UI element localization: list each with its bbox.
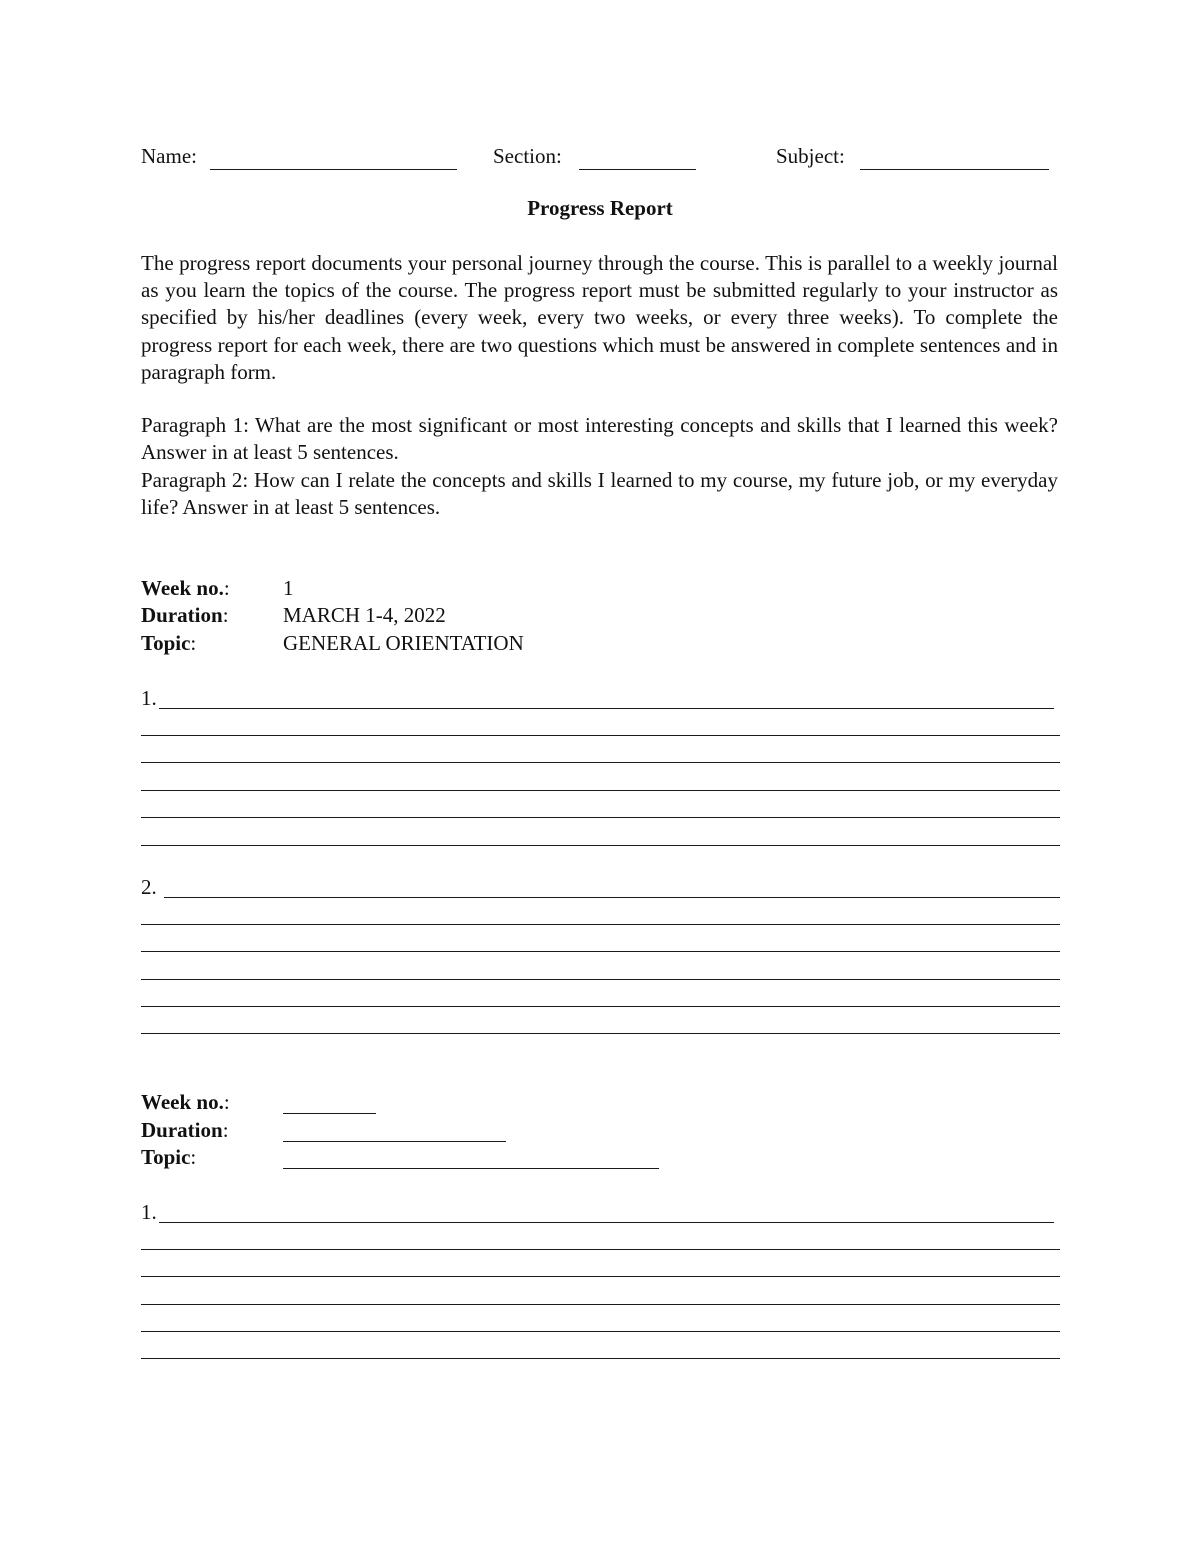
intro-paragraph: The progress report documents your personal journey through the course. This is parallel to a weekly journal as you learn the topics of the course. The progress report must be submitted regularly to your instructor as specified by his/her deadlines (every week, every two weeks, or every three weeks). To complete the progress report for each week, there are two questions which must be answered in complete sentences and in paragraph form. [141,251,1058,384]
week2-duration-label: Duration: [141,1118,229,1142]
page-title: Progress Report [527,196,673,220]
week1-q2-answer-line[interactable] [141,1006,1060,1007]
instruction-paragraph-1: Paragraph 1: What are the most significant or most interesting concepts and skills that I learned this week? Answer in at least 5 sentences. [141,413,1058,465]
week1-topic-value: GENERAL ORIENTATION [283,631,524,655]
instruction-paragraph-2: Paragraph 2: How can I relate the concepts and skills I learned to my course, my future job, or my everyday life? Answer in at least 5 sentences. [141,468,1058,520]
week1-q2-answer-line[interactable] [141,979,1060,980]
week2-q1-answer-line[interactable] [141,1304,1060,1305]
week1-q1-answer-line[interactable] [141,790,1060,791]
week1-q1-answer-line[interactable] [141,817,1060,818]
week1-q2-answer-line[interactable] [141,924,1060,925]
week1-q1-answer-line[interactable] [141,845,1060,846]
week2-q1-answer-line[interactable] [141,1249,1060,1250]
week1-q1-answer-line[interactable] [141,735,1060,736]
week1-q2-number: 2. [141,875,157,899]
week1-q1-answer-line[interactable] [141,762,1060,763]
week2-topic-blank-line[interactable] [283,1168,659,1169]
week1-q1-answer-line[interactable] [159,708,1054,709]
section-blank-line[interactable] [579,169,696,170]
week1-week-label: Week no.: [141,576,230,600]
week2-q1-answer-line[interactable] [159,1222,1054,1223]
week2-q1-answer-line[interactable] [141,1276,1060,1277]
week2-week-label: Week no.: [141,1090,230,1114]
week1-q2-answer-line[interactable] [141,951,1060,952]
week2-duration-blank-line[interactable] [283,1141,506,1142]
week2-q1-answer-line[interactable] [141,1358,1060,1359]
name-blank-line[interactable] [210,169,457,170]
week2-week-blank-line[interactable] [283,1113,376,1114]
week1-q2-answer-line[interactable] [164,897,1060,898]
week1-duration-value: MARCH 1-4, 2022 [283,603,446,627]
week1-week-value: 1 [283,576,294,600]
week1-q2-answer-line[interactable] [141,1033,1060,1034]
week2-topic-label: Topic: [141,1145,197,1169]
section-label: Section: [493,144,562,168]
week1-duration-label: Duration: [141,603,229,627]
week1-q1-number: 1. [141,686,157,710]
week2-q1-answer-line[interactable] [141,1331,1060,1332]
name-label: Name: [141,144,197,168]
week1-topic-label: Topic: [141,631,197,655]
week2-q1-number: 1. [141,1200,157,1224]
subject-blank-line[interactable] [860,169,1049,170]
subject-label: Subject: [776,144,845,168]
